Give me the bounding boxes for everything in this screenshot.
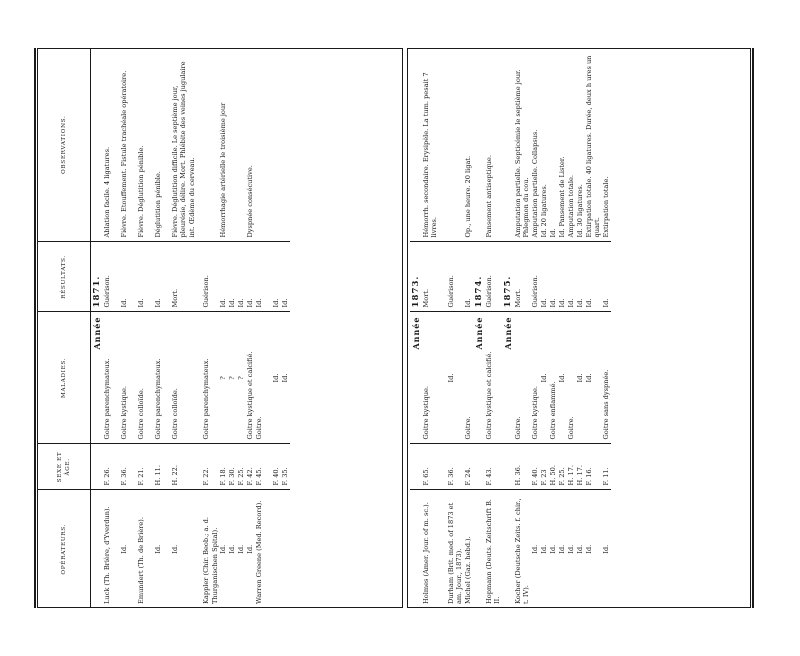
cell-operateur: Holmes (Amer. Jour. of m. sc.).	[422, 490, 447, 608]
cell-maladie: Id.	[540, 312, 549, 444]
cell-maladie: Goitre kystique.	[422, 312, 447, 444]
cell-sexe: F. 36.	[447, 444, 464, 490]
cell-maladie: Goitre sans dyspnée.	[602, 312, 611, 444]
header-resultats: RÉSULTATS.	[38, 242, 91, 312]
cell-operateur: Id.	[246, 490, 255, 608]
cell-resultat: Id.	[576, 242, 585, 312]
table-row	[255, 48, 272, 608]
cell-operateur: Id.	[576, 490, 585, 608]
cell-operateur: Kappler (Chir. Beob.; a. d. Thurganischen Spital).	[202, 490, 219, 608]
cell-resultat: Id.	[549, 242, 558, 312]
cell-observation: Fièvre. Déglutition difficile. Le septième jour, pleurésie, délire. Mort. Phlébite des veines jugulaire int. Œdème du cerveau.	[171, 61, 196, 238]
table-row	[540, 48, 549, 608]
cell-resultat: Id.	[585, 242, 602, 312]
cell-maladie: Goitre enflammé.	[549, 312, 558, 444]
cell-operateur: Id.	[549, 490, 558, 608]
cell-observation: Amputation partielle. Collapsus.	[531, 129, 539, 238]
cell-observation: Pansement antiseptique.	[485, 155, 493, 238]
cell-maladie: Goitre colloïde.	[137, 312, 154, 444]
cell-sexe: F. 43.	[485, 444, 502, 490]
table-row	[567, 48, 576, 608]
year-number: 1871.	[92, 275, 103, 308]
cell-maladie: Id.	[272, 312, 281, 444]
table-row	[228, 48, 237, 608]
cell-observation: Amputation totale.	[567, 175, 575, 238]
year-number: 1874.	[474, 275, 485, 308]
cell-maladie: Id.	[585, 312, 602, 444]
cell-observation: Id. Pansement de Lister.	[558, 156, 566, 238]
cell-sexe: F. 11.	[602, 444, 611, 490]
cell-sexe: F. 21.	[137, 444, 154, 490]
cell-operateur: Id.	[531, 490, 540, 608]
cell-sexe: F. 16.	[585, 444, 602, 490]
cell-operateur: Kocher (Deutsche Zeits. f. chir., t. IV).	[514, 490, 531, 608]
cell-observation	[255, 48, 272, 242]
cell-observation: Id. 20 ligatures.	[540, 184, 548, 238]
header-observations: OBSERVATIONS.	[38, 48, 91, 242]
table-row	[585, 48, 602, 608]
cell-resultat: Mort.	[422, 242, 447, 312]
table-row	[281, 48, 290, 608]
cell-maladie: Id.	[281, 312, 290, 444]
header-operateurs: OPÉRATEURS.	[38, 490, 91, 608]
cell-resultat: Id.	[540, 242, 549, 312]
cell-observation	[202, 48, 219, 242]
cell-operateur: Luck (Th. Brière, d'Yverdun).	[103, 490, 120, 608]
cell-operateur: Id.	[228, 490, 237, 608]
cell-operateur: Id.	[219, 490, 228, 608]
cell-sexe: F. 26.	[103, 444, 120, 490]
cell-resultat: Id.	[255, 242, 272, 312]
cell-maladie: Id.	[447, 312, 464, 444]
cell-sexe: H. 50.	[549, 444, 558, 490]
cell-sexe: H. 17.	[576, 444, 585, 490]
cell-maladie: Id.	[558, 312, 567, 444]
cell-resultat: Id.	[137, 242, 154, 312]
cell-observation: Dyspnée consécutive.	[246, 165, 255, 238]
cell-operateur: Id.	[585, 490, 602, 608]
cell-maladie: ?	[219, 312, 228, 444]
cell-sexe: F. 22.	[202, 444, 219, 490]
cell-observation: Fièvre. Etouffement. Fistule trachéale opératoire.	[120, 70, 128, 238]
cell-maladie: Goitre parenchymateux.	[103, 312, 120, 444]
cell-maladie: Goitre parenchymateux.	[202, 312, 219, 444]
cell-operateur: Id.	[567, 490, 576, 608]
cell-observation	[228, 48, 237, 242]
table-row	[202, 48, 219, 608]
cell-observation: Op., une heure. 20 ligat.	[464, 155, 472, 238]
cell-maladie: Goitre kystique.	[120, 312, 137, 444]
table-row	[514, 48, 531, 608]
table-row	[576, 48, 585, 608]
cell-observation	[447, 48, 464, 242]
table-row	[447, 48, 464, 608]
cell-maladie: ?	[228, 312, 237, 444]
cell-maladie: Goitre colloïde.	[171, 312, 196, 444]
table-row	[272, 48, 281, 608]
cell-resultat: Id.	[558, 242, 567, 312]
cell-operateur: Durham (Brit. med. of 1873 et am. Jour., 1873).	[447, 490, 464, 608]
table-row	[137, 48, 154, 608]
cell-sexe: F. 25.	[237, 444, 246, 490]
cell-resultat: Id.	[219, 242, 228, 312]
cell-maladie: Goitre.	[464, 312, 473, 444]
cell-observation	[237, 48, 246, 242]
cell-sexe: H. 22.	[171, 444, 196, 490]
table-row	[485, 48, 502, 608]
cell-operateur: Id.	[602, 490, 611, 608]
table-row	[558, 48, 567, 608]
cell-resultat: Id.	[567, 242, 576, 312]
cell-maladie: Goitre kystique.	[531, 312, 540, 444]
cell-operateur	[281, 490, 290, 608]
rotated-scan	[34, 48, 754, 608]
header-sexe: SEXE ET ÂGE.	[38, 444, 91, 490]
table-row	[549, 48, 558, 608]
cell-observation: Fièvre. Déglutition pénible.	[137, 145, 145, 238]
table-row	[103, 48, 120, 608]
cell-resultat: Id.	[602, 242, 611, 312]
cell-resultat: Id.	[237, 242, 246, 312]
cell-sexe: F. 40.	[531, 444, 540, 490]
cell-observation: Extirpation totale.	[602, 176, 610, 238]
table-row	[602, 48, 611, 608]
year-row	[502, 48, 514, 608]
cell-sexe: F. 23	[540, 444, 549, 490]
cell-operateur	[272, 490, 281, 608]
cell-maladie: Goitre parenchymateux.	[154, 312, 171, 444]
cell-sexe: F. 45.	[255, 444, 272, 490]
table-row	[246, 48, 255, 608]
cell-observation: Hémorrh. secondaire. Erysipèle. La tum. pesait 7 livres.	[422, 72, 439, 238]
cell-resultat: Id.	[246, 242, 255, 312]
cell-resultat: Id.	[281, 242, 290, 312]
table-row	[219, 48, 228, 608]
table-row	[154, 48, 171, 608]
cell-sexe: F. 65.	[422, 444, 447, 490]
header-row	[38, 48, 91, 608]
cell-resultat: Mort.	[514, 242, 531, 312]
cell-resultat: Id.	[464, 242, 473, 312]
cell-resultat: Id.	[120, 242, 137, 312]
cell-observation: Id.	[549, 228, 557, 238]
cell-observation: Ablation facile. 4 ligatures.	[103, 146, 111, 238]
cell-operateur: Id.	[558, 490, 567, 608]
year-label: Année	[502, 312, 514, 444]
year-number: 1873.	[411, 275, 422, 308]
header-maladies: MALADIES.	[38, 312, 91, 444]
cell-resultat: Guérison.	[531, 242, 540, 312]
table-row	[531, 48, 540, 608]
cell-resultat: Id.	[154, 242, 171, 312]
cell-observation: Extirpation totale. 40 ligatures. Durée, deux h ures un quart.	[585, 55, 602, 238]
cell-operateur: Id.	[237, 490, 246, 608]
table-row	[422, 48, 447, 608]
cell-maladie: Goitre kystique et calcifié.	[485, 312, 502, 444]
cell-operateur: Id.	[171, 490, 196, 608]
year-row	[473, 48, 485, 608]
table-row	[464, 48, 473, 608]
page-fold	[402, 48, 408, 608]
cell-maladie: ?	[237, 312, 246, 444]
cell-sexe: F. 40.	[272, 444, 281, 490]
cell-resultat: Guérison.	[202, 242, 219, 312]
cell-operateur: Emundert (Th. de Brière).	[137, 490, 154, 608]
cell-resultat: Guérison.	[447, 242, 464, 312]
year-label: Année	[410, 312, 422, 444]
cell-resultat: Id.	[272, 242, 281, 312]
cell-observation	[272, 48, 281, 242]
cell-maladie: Goitre.	[514, 312, 531, 444]
cell-operateur: Michel (Gaz. hebd.).	[464, 490, 473, 608]
table-pages	[34, 48, 754, 608]
cell-observation: Hémorrhagie artérielle le troisième jour	[219, 102, 228, 238]
cell-maladie: Goitre.	[567, 312, 576, 444]
cell-maladie: Goitre.	[255, 312, 272, 444]
cell-maladie: Goitre kystique et calcifié.	[246, 312, 255, 444]
year-number: 1875.	[503, 275, 514, 308]
table-row	[171, 48, 196, 608]
table-row	[120, 48, 137, 608]
table-row	[237, 48, 246, 608]
cell-observation	[281, 48, 290, 242]
cell-observation: Amputation partielle. Septicémie le septième jour. Phlegmon du cou.	[514, 69, 531, 238]
page1-table	[38, 48, 290, 608]
page2-table	[410, 48, 611, 608]
cell-sexe: H. 17.	[567, 444, 576, 490]
year-row	[410, 48, 422, 608]
year-row	[91, 48, 104, 608]
cell-sexe: F. 35.	[281, 444, 290, 490]
cell-sexe: F. 42.	[246, 444, 255, 490]
cell-sexe: H. 11.	[154, 444, 171, 490]
bottom-rule	[750, 48, 754, 608]
cell-sexe: F. 18.	[219, 444, 228, 490]
cell-observation: Déglutition pénible.	[154, 171, 162, 238]
cell-observation: Id. 30 ligatures.	[576, 184, 584, 238]
cell-sexe: F. 36.	[120, 444, 137, 490]
cell-resultat: Guérison.	[485, 242, 502, 312]
cell-sexe: F. 30.	[228, 444, 237, 490]
year-label: Année	[473, 312, 485, 444]
cell-resultat: Mort.	[171, 242, 196, 312]
cell-operateur: Id.	[120, 490, 137, 608]
year-label: Année	[91, 312, 104, 444]
cell-sexe: H. 36.	[514, 444, 531, 490]
cell-sexe: F. 24.	[464, 444, 473, 490]
cell-sexe: F. 25.	[558, 444, 567, 490]
cell-maladie: Id.	[576, 312, 585, 444]
cell-resultat: Guérison.	[103, 242, 120, 312]
cell-operateur: Hopmann (Deuts. Zeitschrift B. II.	[485, 490, 502, 608]
cell-resultat: Id.	[228, 242, 237, 312]
cell-operateur: Warren Greene (Med. Record).	[255, 490, 272, 608]
cell-operateur: Id.	[540, 490, 549, 608]
cell-operateur: Id.	[154, 490, 171, 608]
